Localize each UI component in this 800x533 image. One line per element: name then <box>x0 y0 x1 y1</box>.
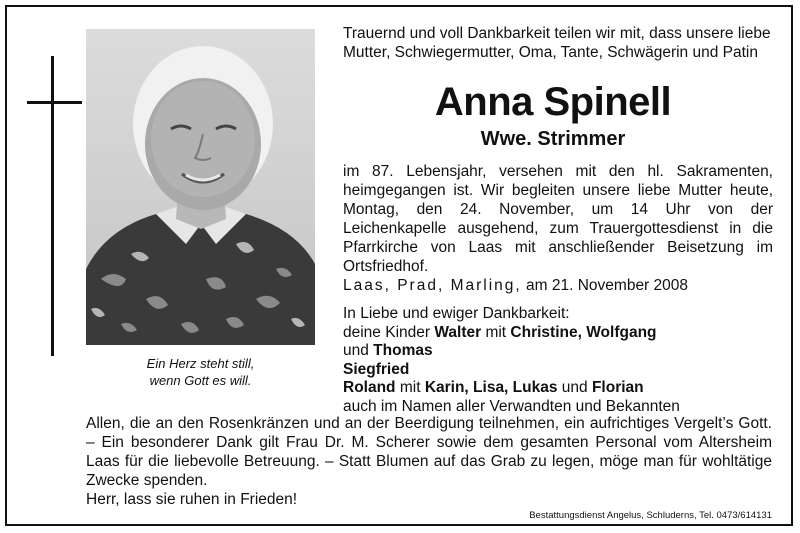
photo-caption <box>86 355 315 389</box>
family-line-3 <box>343 342 783 361</box>
name-florian: Florian <box>591 379 644 397</box>
date: am 21. November 2008 <box>526 277 689 294</box>
name-walter: Walter <box>434 323 482 341</box>
name-karin-lisa-lukas: Karin, Lisa, Lukas <box>424 379 558 397</box>
thanks-text: Allen, die an den Rosenkränzen und an der Beerdigung teilnehmen, ein aufrichtiges Vergelt’s Gott. – Ein besonderer Dank gilt Frau Dr. M. Scherer sowie dem gesamten Personal vom Altersheim Laas für die liebevolle Betreuung. – Statt Blumen auf das Grab zu legen, möge man für wohltätige Zwecke spenden. <box>86 415 772 489</box>
deceased-name: Anna Spinell <box>434 80 672 124</box>
name-christine-wolfgang: Christine, Wolfgang <box>510 323 657 341</box>
family-prefix: deine Kinder <box>343 323 435 341</box>
caption-line-2: wenn Gott es will. <box>149 373 252 388</box>
family-line-5 <box>343 379 783 398</box>
name-roland: Roland <box>343 379 396 397</box>
family-line-last: auch im Namen aller Verwandten und Bekannten <box>343 397 680 415</box>
intro-text: Trauernd und voll Dankbarkeit teilen wir mit, dass unsere liebe Mutter, Schwiegermutter, Oma, Tante, Schwägerin und Patin <box>343 25 771 61</box>
portrait-illustration <box>86 29 315 345</box>
funeral-details: im 87. Lebensjahr, versehen mit den hl. Sakramenten, heimgegangen ist. Wir begleiten unsere liebe Mutter heute, Montag, den 24. November, um 14 Uhr von der Leichenkapelle ausgehend, zum Trauergottesdienst in die Pfarrkirche von Laas mit anschließender Beisetzung im Ortsfriedhof. <box>343 163 773 275</box>
name-thomas: Thomas <box>373 342 433 360</box>
funeral-home-credit: Bestattungsdienst Angelus, Schluderns, Tel. 0473/614131 <box>529 510 772 521</box>
portrait-photo <box>86 29 315 345</box>
family-list <box>343 305 783 417</box>
family-und-2: und <box>557 379 592 397</box>
family-mit-2: mit <box>395 379 425 397</box>
cross-horizontal-bar <box>27 101 82 104</box>
farewell-text: Herr, lass sie ruhen in Frieden! <box>86 491 298 508</box>
deceased-subname: Wwe. Strimmer <box>480 128 626 150</box>
family-mit-1: mit <box>481 323 511 341</box>
place-date-line <box>343 276 773 295</box>
family-und-1: und <box>343 342 374 360</box>
family-line-1: In Liebe und ewiger Dankbarkeit: <box>343 305 570 322</box>
places: Laas, Prad, Marling, <box>343 277 522 294</box>
caption-line-1: Ein Herz steht still, <box>146 356 255 371</box>
name-siegfried: Siegfried <box>343 360 410 378</box>
family-line-2 <box>343 324 783 343</box>
